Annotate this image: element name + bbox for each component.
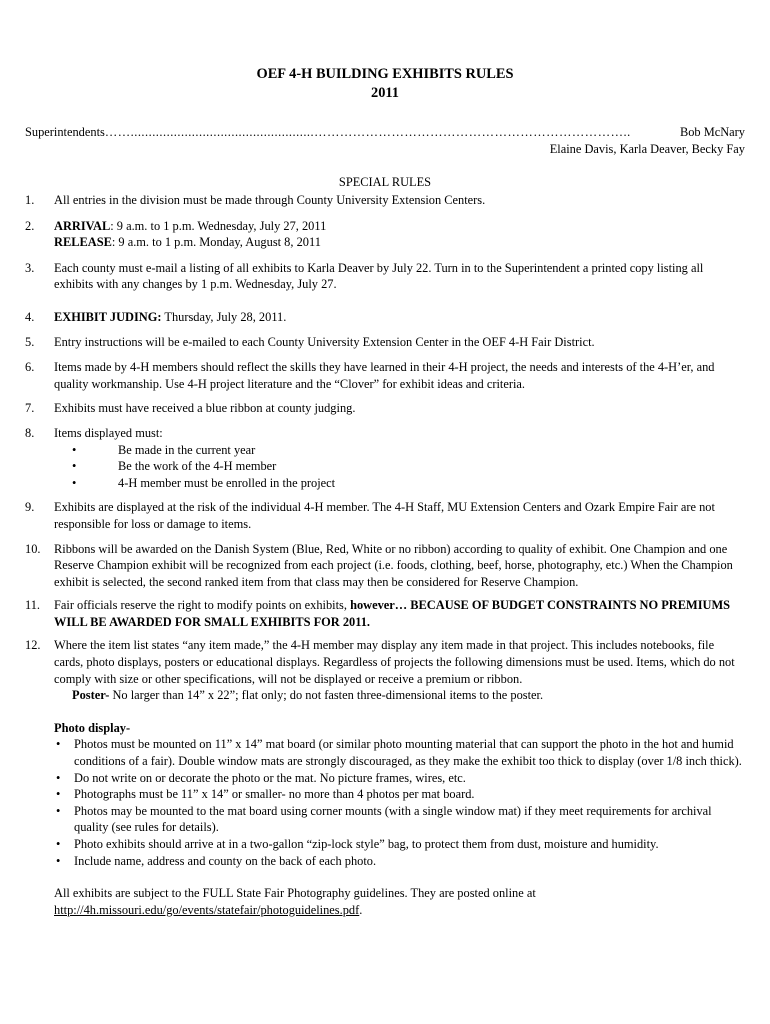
exhibit-judging-label: EXHIBIT JUDING: (54, 309, 162, 324)
list-item: • Photos must be mounted on 11” x 14” mat board (or similar photo mounting material that can support the photo in the hot and humid conditions of a fair). Double window mats are strongly discouraged, as they make the exhibit too thick to display (over 1/8 inch thick). (54, 736, 745, 769)
release-text: : 9 a.m. to 1 p.m. Monday, August 8, 2011 (111, 235, 321, 250)
superintendents-label: Superintendents (25, 125, 105, 139)
rule-8 (25, 425, 745, 491)
rule-number: 6. (25, 360, 35, 375)
photo-rules-list (54, 736, 745, 869)
rule-text: Exhibits are displayed at the risk of the individual 4-H member. The 4-H Staff, MU Extension Centers and Ozark Empire Fair are not responsible for loss or damage to items. (54, 500, 715, 531)
arrival-line (54, 218, 745, 235)
special-rules-heading: SPECIAL RULES (338, 175, 432, 189)
release-label: RELEASE (54, 235, 112, 250)
requirements-list (54, 442, 745, 492)
list-item: • Do not write on or decorate the photo or the mat. No picture frames, wires, etc. (54, 770, 745, 787)
rule-number: 5. (25, 334, 35, 349)
list-item: • Photos may be mounted to the mat board using corner mounts (with a single window mat) if they meet requirements for archival quality (see rules for details). (54, 803, 745, 836)
rule-number: 7. (25, 401, 35, 416)
rule-5 (25, 334, 745, 351)
rule-text: Exhibits must have received a blue ribbon at county judging. (54, 401, 356, 416)
arrival-text: : 9 a.m. to 1 p.m. Wednesday, July 27, 2011 (110, 218, 327, 233)
rule-9 (25, 499, 745, 532)
superintendent-others: Elaine Davis, Karla Deaver, Becky Fay (549, 141, 745, 156)
guidelines-text: All exhibits are subject to the FULL State Fair Photography guidelines. They are posted online at (54, 886, 536, 901)
rule-text: Fair officials reserve the right to modify points on exhibits, (54, 598, 351, 613)
rule-text: Entry instructions will be e-mailed to each County University Extension Center in the OEF 4-H Fair District. (54, 334, 595, 349)
rule-4 (25, 309, 745, 326)
rule-7 (25, 400, 745, 417)
rule-number: 11. (25, 598, 41, 613)
rule-12 (25, 637, 745, 918)
rule-number: 2. (25, 218, 35, 233)
photo-display-label: Photo display- (54, 720, 131, 735)
rule-3 (25, 260, 745, 293)
arrival-label: ARRIVAL (54, 218, 111, 233)
rule-number: 8. (25, 425, 35, 440)
rule-number: 10. (25, 541, 41, 556)
list-item: • Be made in the current year (54, 442, 745, 459)
list-item: • Include name, address and county on the back of each photo. (54, 853, 745, 870)
rule-text: Ribbons will be awarded on the Danish System (Blue, Red, White or no ribbon) according to quality of exhibit. One Champion and one Reserve Champion exhibit will be recognized from each project (i.e. foods, clothing, beef, horse, photography, etc.) When the Champion exhibit is selected, the second ranked item from that class may then be considered for Reserve Champion. (54, 541, 733, 589)
rule-text: Items displayed must: (54, 425, 163, 440)
superintendents-block (25, 124, 745, 157)
leader-dots: ……...................................................……………………………………………………………….. (104, 125, 631, 139)
list-item: • Be the work of the 4-H member (54, 458, 745, 475)
rules-list (25, 192, 745, 918)
list-item: • Photo exhibits should arrive at in a two-gallon “zip-lock style” bag, to protect them from dust, moisture and humidity. (54, 836, 745, 853)
rule-text: Where the item list states “any item made,” the 4-H member may display any item made in that project. This includes notebooks, file cards, photo displays, posters or educational displays. Regardless of projects the following dimensions must be used. Items, which do not comply with size or other specifications, will not be displayed or receive a premium or ribbon. (54, 638, 735, 686)
title-line-1: OEF 4-H BUILDING EXHIBITS RULES (256, 66, 514, 82)
rule-2 (25, 218, 745, 251)
rule-1 (25, 192, 745, 209)
rule-number: 9. (25, 500, 35, 515)
budget-notice: however… BECAUSE OF BUDGET CONSTRAINTS NO PREMIUMS WILL BE AWARDED FOR SMALL EXHIBITS FOR 2011. (54, 598, 731, 629)
list-item: • Photographs must be 11” x 14” or smaller- no more than 4 photos per mat board. (54, 786, 745, 803)
rule-10 (25, 541, 745, 591)
rule-text: Items made by 4-H members should reflect the skills they have learned in their 4-H project, the needs and interests of the 4-H’er, and quality workmanship. Use 4-H project literature and the “Clover” for exhibit ideas and criteria. (54, 360, 715, 391)
rule-number: 3. (25, 260, 35, 275)
rule-number: 12. (25, 638, 41, 653)
rule-text: Thursday, July 28, 2011. (161, 309, 287, 324)
superintendent-primary: Bob McNary (679, 125, 745, 139)
rule-text: All entries in the division must be made through County University Extension Centers. (54, 193, 486, 207)
rule-6 (25, 359, 745, 392)
rule-text: Each county must e-mail a listing of all exhibits to Karla Deaver by July 22. Turn in to the Superintendent a printed copy listing all exhibits with any changes by 1 p.m. Wednesday, July 27. (54, 260, 704, 292)
release-line (54, 234, 745, 251)
list-item: • 4-H member must be enrolled in the project (54, 475, 745, 492)
title-line-2: 2011 (371, 85, 399, 101)
rule-11 (25, 597, 745, 630)
guidelines-link[interactable]: http://4h.missouri.edu/go/events/statefair/photoguidelines.pdf (54, 902, 360, 917)
rule-number: 1. (25, 193, 35, 207)
guidelines-end: . (359, 902, 363, 917)
poster-label: Poster- (72, 688, 110, 703)
poster-text: No larger than 14” x 22”; flat only; do not fasten three-dimensional items to the poster. (109, 688, 544, 703)
rule-number: 4. (25, 309, 35, 324)
poster-rule (54, 687, 745, 704)
document-title (25, 65, 745, 103)
